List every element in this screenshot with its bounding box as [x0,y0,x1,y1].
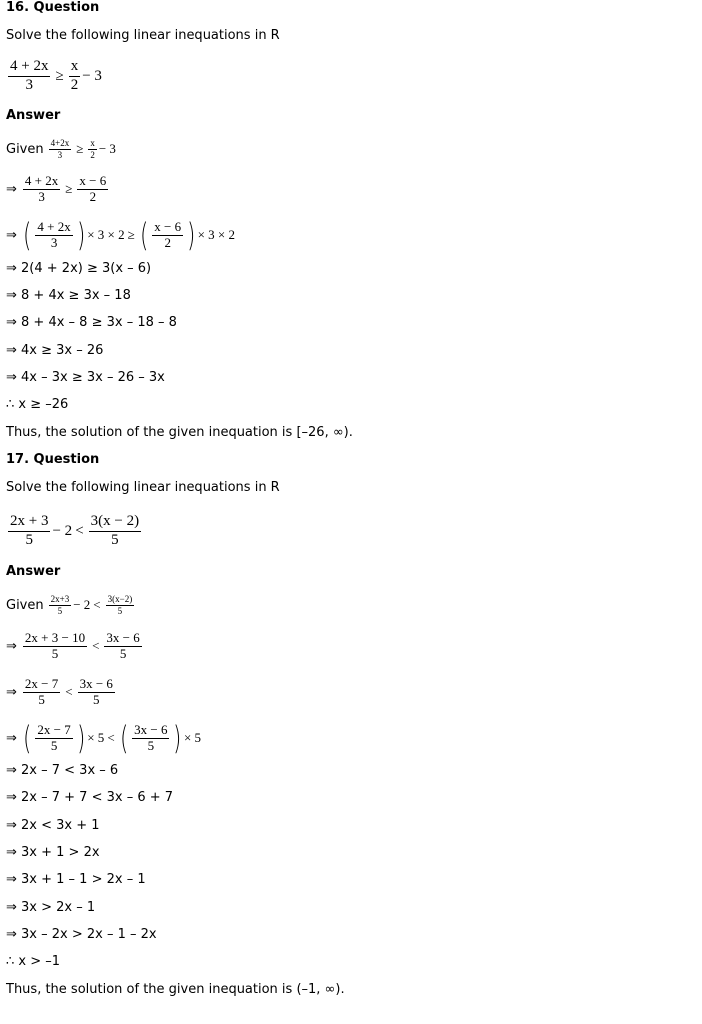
q17-step-1: ⇒ $\frac{2x + 3 - 10}{5}$ < $\frac{3x - 6}{5}$ [6,629,140,661]
q16-given-line: Given $\frac{4+2x}{3}$ ≥ $\frac{x}{2}$ − 3 [6,138,116,160]
q16-prompt: Solve the following linear inequations in R [6,28,280,43]
q17-step-7: ⇒ 3x + 1 > 2x [6,845,100,860]
q17-prompt: Solve the following linear inequations in R [6,480,280,495]
q17-result: ∴ x > –1 [6,954,61,969]
q17-step-2: ⇒ $\frac{2x - 7}{5}$ < $\frac{3x - 6}{5}$ [6,675,113,707]
q16-heading: 16. Question [6,0,100,15]
q17-step-10: ⇒ 3x – 2x > 2x – 1 – 2x [6,927,157,942]
q16-step-1: ⇒ $\frac{4 + 2x}{3}$ ≥ $\frac{x - 6}{2}$ [6,172,107,204]
q16-step-7: ⇒ 4x – 3x ≥ 3x – 26 – 3x [6,370,165,385]
q17-given-line: Given $\frac{2x+3}{5}$ − 2 < $\frac{3(x-2)}{5}$ [6,594,133,616]
q16-problem-expression: $\frac{4 + 2x}{3}$ ≥ $\frac{x}{2}$ − 3 [10,58,102,93]
q17-heading: 17. Question [6,452,100,467]
q16-step-6: ⇒ 4x ≥ 3x – 26 [6,343,104,358]
q17-step-8: ⇒ 3x + 1 – 1 > 2x – 1 [6,872,146,887]
q17-step-3: ⇒ ( $\frac{2x - 7}{5}$ ) × 5 < ( $\frac{3x - 6}{5}$ ) × 5 [6,719,202,757]
q17-answer-heading: Answer [6,564,61,579]
q17-step-9: ⇒ 3x > 2x – 1 [6,900,96,915]
q17-problem-expression: $\frac{2x + 3}{5}$ − 2 < $\frac{3(x - 2)}{5}$ [10,513,140,548]
q16-answer-heading: Answer [6,108,61,123]
q16-result: ∴ x ≥ –26 [6,397,69,412]
q17-step-5: ⇒ 2x – 7 + 7 < 3x – 6 + 7 [6,790,174,805]
q16-step-2: ⇒ ( $\frac{4 + 2x}{3}$ ) × 3 × 2 ≥ ( $\frac{x - 6}{2}$ ) × 3 × 2 [6,216,236,254]
q16-step-3: ⇒ 2(4 + 2x) ≥ 3(x – 6) [6,261,152,276]
q17-step-6: ⇒ 2x < 3x + 1 [6,818,100,833]
q16-step-5: ⇒ 8 + 4x – 8 ≥ 3x – 18 – 8 [6,315,177,330]
q17-step-4: ⇒ 2x – 7 < 3x – 6 [6,763,119,778]
q17-conclusion: Thus, the solution of the given inequation is (–1, ∞). [6,982,345,997]
q16-step-4: ⇒ 8 + 4x ≥ 3x – 18 [6,288,131,303]
q16-conclusion: Thus, the solution of the given inequation is [–26, ∞). [6,425,353,440]
